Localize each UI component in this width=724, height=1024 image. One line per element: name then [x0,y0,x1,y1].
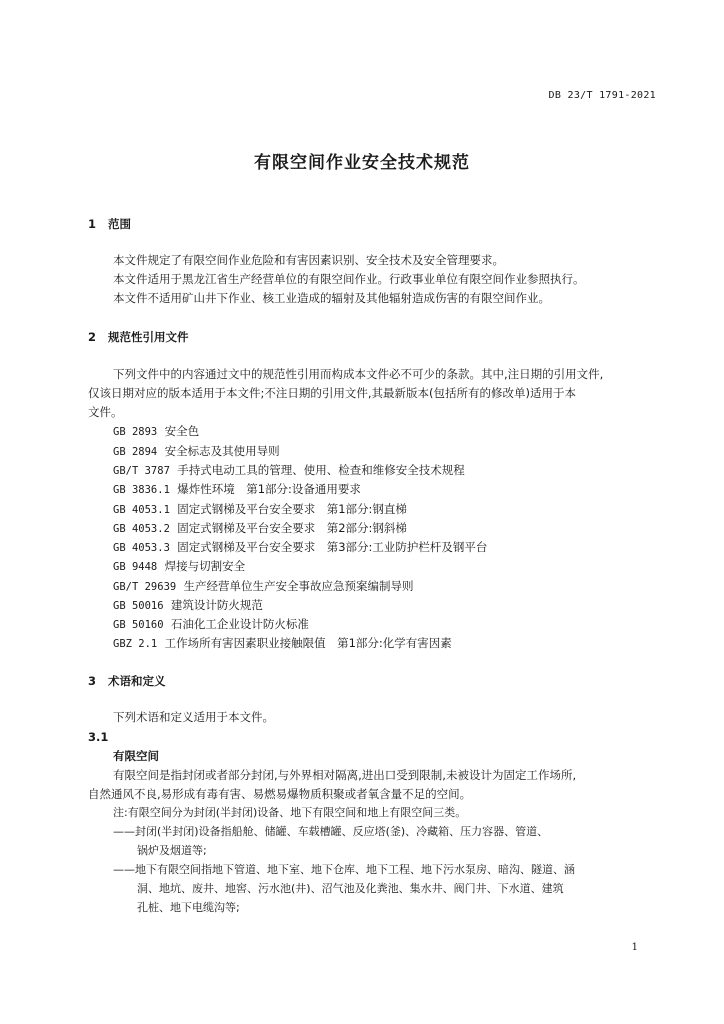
section-2-number: 2 [88,330,97,344]
reference-item [113,578,414,595]
term-list-line: 锅炉及烟道等; [137,844,207,857]
section-1-paragraph: 本文件规定了有限空间作业危险和有害因素识别、安全技术及安全管理要求。 [113,253,504,267]
reference-item [113,539,487,556]
section-3-heading [88,673,166,689]
reference-title: 安全标志及其使用导则 [164,444,280,458]
reference-code: GB 50016 [113,600,164,612]
reference-item [113,597,263,614]
section-1-paragraph: 本文件不适用矿山井下作业、核工业造成的辐射及其他辐射造成伤害的有限空间作业。 [113,291,550,305]
reference-item [113,520,407,537]
section-2-title: 规范性引用文件 [108,330,189,344]
reference-code: GB 4053.3 [113,542,170,554]
section-2-intro-line: 下列文件中的内容通过文中的规范性引用而构成本文件必不可少的条款。其中,注日期的引用文件, [113,367,604,381]
section-3-number: 3 [88,674,97,688]
reference-item [113,462,465,479]
reference-code: GB 2893 [113,426,158,438]
term-number: 3.1 [88,730,109,744]
reference-item [113,635,452,652]
reference-item [113,558,245,575]
reference-title: 焊接与切割安全 [164,559,246,573]
term-name: 有限空间 [113,749,159,763]
reference-title: 固定式钢梯及平台安全要求 第2部分:钢斜梯 [177,521,407,535]
term-list-line: 孔桩、地下电缆沟等; [137,901,240,914]
section-1-paragraph: 本文件适用于黑龙江省生产经营单位的有限空间作业。行政事业单位有限空间作业参照执行。 [113,272,585,286]
reference-code: GB/T 3787 [113,465,170,477]
section-3-intro: 下列术语和定义适用于本文件。 [113,710,274,724]
reference-title: 工作场所有害因素职业接触限值 第1部分:化学有害因素 [164,636,452,650]
term-list-line: 洞、地坑、废井、地窖、污水池(井)、沼气池及化粪池、集水井、阀门井、下水道、建筑 [137,882,564,895]
section-2-intro-line: 仅该日期对应的版本适用于本文件;不注日期的引用文件,其最新版本(包括所有的修改单)适用于本 [88,386,576,400]
reference-code: GB/T 29639 [113,581,177,593]
section-1-title: 范围 [108,217,131,231]
reference-item [113,481,361,498]
section-1-heading [88,216,131,232]
term-note: 注:有限空间分为封闭(半封闭)设备、地下有限空间和地上有限空间三类。 [113,806,467,819]
reference-code: GB 4053.2 [113,523,170,535]
reference-title: 固定式钢梯及平台安全要求 第1部分:钢直梯 [177,502,407,516]
reference-title: 建筑设计防火规范 [170,598,263,612]
standard-code: DB 23/T 1791-2021 [548,90,656,101]
reference-title: 固定式钢梯及平台安全要求 第3部分:工业防护栏杆及钢平台 [177,540,488,554]
reference-code: GB 9448 [113,561,158,573]
reference-title: 生产经营单位生产安全事故应急预案编制导则 [183,579,414,593]
page-number: 1 [631,942,638,953]
reference-item [113,423,199,440]
reference-title: 爆炸性环境 第1部分:设备通用要求 [177,482,361,496]
reference-code: GB 50160 [113,619,164,631]
term-definition-line: 自然通风不良,易形成有毒有害、易燃易爆物质积聚或者氧含量不足的空间。 [88,787,472,801]
term-list-line: ——封闭(半封闭)设备指船舱、储罐、车载槽罐、反应塔(釜)、冷藏箱、压力容器、管道、 [113,825,549,838]
section-2-intro-line: 文件。 [88,405,123,419]
reference-code: GB 2894 [113,446,158,458]
reference-code: GBZ 2.1 [113,638,158,650]
section-1-number: 1 [88,217,97,231]
reference-title: 石油化工企业设计防火标准 [170,617,309,631]
reference-item [113,616,309,633]
reference-code: GB 4053.1 [113,504,170,516]
term-definition-line: 有限空间是指封闭或者部分封闭,与外界相对隔离,进出口受到限制,未被设计为固定工作场所, [113,768,577,782]
section-2-heading [88,329,189,345]
reference-item [113,443,280,460]
reference-code: GB 3836.1 [113,484,170,496]
reference-title: 安全色 [164,424,200,438]
term-list-line: ——地下有限空间指地下管道、地下室、地下仓库、地下工程、地下污水泵房、暗沟、隧道、涵 [113,863,575,876]
reference-item [113,501,407,518]
section-3-title: 术语和定义 [108,674,166,688]
reference-title: 手持式电动工具的管理、使用、检查和维修安全技术规程 [177,463,465,477]
document-title: 有限空间作业安全技术规范 [254,153,470,173]
